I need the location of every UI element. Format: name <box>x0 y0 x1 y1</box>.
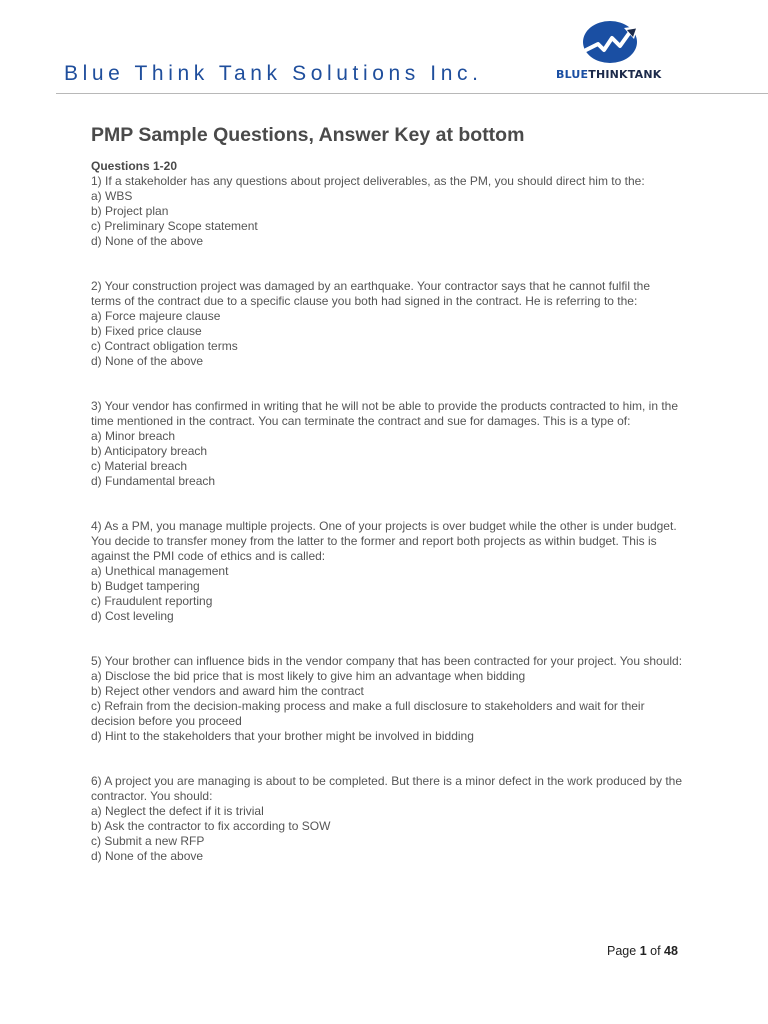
page-number: 1 <box>639 944 647 958</box>
question-block <box>91 174 683 249</box>
question-block <box>91 399 683 489</box>
header-divider <box>56 93 768 94</box>
answer-option: c) Contract obligation terms <box>91 339 238 353</box>
question-prompt: 1) If a stakeholder has any questions about project deliverables, as the PM, you should direct him to the: <box>91 174 645 188</box>
question-prompt: 2) Your construction project was damaged by an earthquake. Your contractor says that he cannot fulfil the terms of the contract due to a specific clause you both had signed in the contract. He is referring to the: <box>91 279 651 308</box>
question-prompt: 5) Your brother can influence bids in the vendor company that has been contracted for your project. You should: <box>91 654 683 668</box>
answer-option: a) Force majeure clause <box>91 309 221 323</box>
document-title: PMP Sample Questions, Answer Key at bottom <box>91 124 525 146</box>
question-prompt: 3) Your vendor has confirmed in writing that he will not be able to provide the products contracted to him, in the time mentioned in the contract. You can terminate the contract and sue for damages. This is a type of: <box>91 399 679 428</box>
page-footer <box>607 944 678 958</box>
section-heading: Questions 1-20 <box>91 159 178 173</box>
answer-option: c) Fraudulent reporting <box>91 594 213 608</box>
company-logo <box>552 20 676 82</box>
question-block <box>91 774 683 864</box>
answer-option: d) None of the above <box>91 354 204 368</box>
logo-text-dark: THINKTANK <box>588 68 662 81</box>
answer-option: d) Fundamental breach <box>91 474 216 488</box>
company-name: Blue Think Tank Solutions Inc. <box>64 62 483 85</box>
answer-option: c) Submit a new RFP <box>91 834 205 848</box>
answer-option: a) Minor breach <box>91 429 176 443</box>
page-of-label: of <box>650 944 661 958</box>
logo-text-blue: BLUE <box>556 68 589 81</box>
answer-option: b) Anticipatory breach <box>91 444 208 458</box>
logo-wordmark <box>556 68 661 81</box>
answer-option: b) Reject other vendors and award him the contract <box>91 684 364 698</box>
question-block <box>91 279 683 369</box>
question-prompt: 6) A project you are managing is about to be completed. But there is a minor defect in the work produced by the contractor. You should: <box>91 774 683 803</box>
answer-option: d) None of the above <box>91 849 204 863</box>
question-block <box>91 519 683 624</box>
page-label: Page <box>607 944 637 958</box>
answer-option: d) Hint to the stakeholders that your brother might be involved in bidding <box>91 729 474 743</box>
answer-option: b) Fixed price clause <box>91 324 202 338</box>
answer-option: c) Refrain from the decision-making process and make a full disclosure to stakeholders and wait for their decision before you proceed <box>91 699 645 728</box>
answer-option: b) Ask the contractor to fix according to SOW <box>91 819 331 833</box>
question-block <box>91 654 683 744</box>
questions-body <box>91 159 683 894</box>
answer-option: c) Preliminary Scope statement <box>91 219 258 233</box>
answer-option: a) WBS <box>91 189 133 203</box>
answer-option: b) Project plan <box>91 204 169 218</box>
page-total: 48 <box>664 944 678 958</box>
answer-option: c) Material breach <box>91 459 188 473</box>
answer-option: d) None of the above <box>91 234 204 248</box>
question-prompt: 4) As a PM, you manage multiple projects. One of your projects is over budget while the other is under budget. You decide to transfer money from the latter to the former and report both projects as within budget. This is against the PMI code of ethics and is called: <box>91 519 677 563</box>
answer-option: d) Cost leveling <box>91 609 174 623</box>
answer-option: a) Unethical management <box>91 564 229 578</box>
logo-globe-icon <box>580 20 644 66</box>
answer-option: b) Budget tampering <box>91 579 200 593</box>
question-list <box>91 174 683 864</box>
answer-option: a) Disclose the bid price that is most likely to give him an advantage when bidding <box>91 669 526 683</box>
answer-option: a) Neglect the defect if it is trivial <box>91 804 264 818</box>
